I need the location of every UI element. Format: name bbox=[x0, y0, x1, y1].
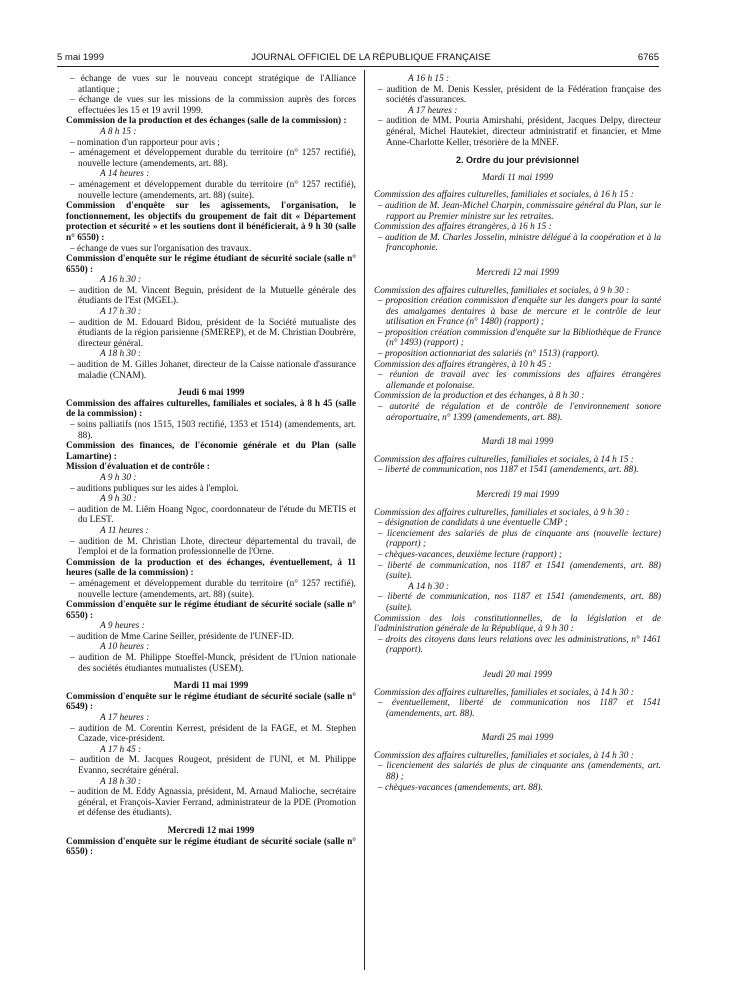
agenda-item: – audition de M. Jean-Michel Charpin, commissaire général du Plan, sur le rapport au Premier ministre sur les retraites. bbox=[378, 200, 661, 222]
agenda-item: – éventuellement, liberté de communication nos 1187 et 1541 (amendements, art. 88). bbox=[378, 698, 661, 719]
commission-heading: Commission des affaires étrangères, à 10 h 45 : bbox=[374, 359, 552, 370]
day-heading: Mardi 11 mai 1999 bbox=[481, 172, 553, 183]
commission-heading: Commission des affaires culturelles, familiales et sociales, à 14 h 15 : bbox=[374, 454, 634, 465]
commission-heading: Commission des affaires culturelles, familiales et sociales, à 14 h 30 : bbox=[374, 750, 634, 761]
commission-heading: Commission des affaires culturelles, familiales et sociales, à 8 h 45 (salle de la commission) : bbox=[66, 398, 356, 420]
commission-heading: Commission des affaires étrangères, à 16 h 15 : bbox=[374, 222, 552, 233]
commission-heading: Commission de la production et des échanges (salle de la commission) : bbox=[66, 116, 347, 127]
agenda-item: – nomination d'un rapporteur pour avis ; bbox=[70, 137, 220, 148]
commission-heading: Commission des lois constitutionnelles, de la législation et de l'administration générale de la République, à 9 h 30 : bbox=[374, 613, 661, 635]
agenda-item: – audition de MM. Pouria Amirshahi, président, Jacques Delpy, directeur général, Michel Hautekiet, directeur administratif et financier, et Mme Anne-Charlotte Keller, trésorière de la MNEF. bbox=[378, 116, 661, 148]
agenda-item: – audition de M. Jacques Rougeot, président de l'UNI, et M. Philippe Evanno, secrétaire général. bbox=[70, 755, 356, 776]
spacer bbox=[374, 166, 661, 173]
spacer bbox=[374, 656, 661, 670]
agenda-item: – échange de vues sur l'organisation des travaux. bbox=[70, 243, 252, 254]
agenda-item: – proposition création commission d'enquête sur les dangers pour la santé des amalgames dentaires à base de mercure et le contrôle de leur utilisation en France (n° 1480) (rapport) ; bbox=[378, 296, 661, 328]
agenda-item: – proposition création commission d'enquête sur la Bibliothèque de France (n° 1493) (rapport) ; bbox=[378, 327, 661, 349]
time-slot: A 11 heures : bbox=[100, 525, 149, 536]
spacer bbox=[374, 476, 661, 490]
agenda-item: – autorité de régulation et de contrôle de l'environnement sonore aéroportuaire, n° 1399 (amendements, art. 88). bbox=[378, 402, 661, 423]
time-slot: A 14 h 30 : bbox=[408, 581, 450, 592]
time-slot: A 17 heures : bbox=[408, 105, 458, 116]
header-rule bbox=[57, 66, 659, 67]
agenda-item: – proposition actionnariat des salariés (n° 1513) (rapport). bbox=[378, 349, 600, 360]
page-header bbox=[57, 52, 659, 63]
time-slot: A 9 heures : bbox=[100, 621, 145, 632]
agenda-item: – liberté de communication, nos 1187 et 1541 (amendements, art. 88) (suite). bbox=[378, 592, 661, 613]
spacer bbox=[66, 674, 356, 681]
spacer bbox=[374, 501, 661, 508]
day-heading: Mercredi 12 mai 1999 bbox=[167, 825, 255, 836]
spacer bbox=[374, 681, 661, 688]
agenda-item: – audition de M. Corentin Kerrest, président de la FAGE, et M. Stephen Cazade, vice-président. bbox=[70, 723, 356, 745]
time-slot: A 9 h 30 : bbox=[100, 472, 137, 483]
agenda-item: – réunion de travail avec les commissions des affaires étrangères allemande et polonaise. bbox=[378, 370, 661, 391]
commission-heading: Commission d'enquête sur le régime étudiant de sécurité sociale (salle n° 6550) : bbox=[66, 600, 356, 621]
commission-heading: Commission d'enquête sur les agissements, l'organisation, le fonctionnement, les objectifs du groupement de fait dit « Département protection et sécurité » et les soutiens dont il bénéficierait, à 9 h 30 (salle n° 6550) : bbox=[66, 201, 356, 243]
agenda-item: – licenciement des salariés de plus de cinquante ans (nouvelle lecture) (rapport) ; bbox=[378, 528, 661, 550]
agenda-item: – liberté de communication, nos 1187 et 1541 (amendements, art. 88) (suite). bbox=[378, 560, 661, 582]
time-slot: A 16 h 15 : bbox=[408, 74, 450, 84]
agenda-item: – audition de M. Edouard Bidou, président de la Société mutualiste des étudiants de la région parisienne (SMEREP), et de M. Christian Doubrère, directeur général. bbox=[70, 317, 356, 349]
day-heading: Mardi 18 mai 1999 bbox=[481, 437, 554, 448]
agenda-item: – audition de M. Gilles Johanet, directeur de la Caisse nationale d'assurance maladie (CNAM). bbox=[70, 360, 356, 381]
spacer bbox=[66, 819, 356, 826]
agenda-item: – audition de M. Liêm Hoang Ngoc, coordonnateur de l'étude du METIS et du LEST. bbox=[70, 504, 356, 526]
commission-heading: Commission des finances, de l'économie générale et du Plan (salle Lamartine) : bbox=[66, 441, 356, 462]
agenda-item: – liberté de communication, nos 1187 et 1541 (amendements, art. 88). bbox=[378, 465, 639, 476]
commission-heading: Commission des affaires culturelles, familiales et sociales, à 16 h 15 : bbox=[374, 190, 634, 201]
section-title: 2. Ordre du jour prévisionnel bbox=[455, 155, 580, 166]
day-heading: Mardi 11 mai 1999 bbox=[173, 681, 249, 692]
agenda-item: – aménagement et développement durable du territoire (n° 1257 rectifié), nouvelle lecture (amendements, art. 88) (suite). bbox=[70, 179, 356, 201]
time-slot: A 14 heures : bbox=[100, 169, 150, 180]
spacer bbox=[374, 423, 661, 437]
left-column bbox=[66, 74, 356, 858]
day-heading: Jeudi 6 mai 1999 bbox=[177, 388, 245, 399]
agenda-item: – droits des citoyens dans leurs relations avec les administrations, n° 1461 (rapport). bbox=[378, 634, 661, 656]
agenda-item: – audition de Mme Carine Seiller, présidente de l'UNEF-ID. bbox=[70, 631, 294, 642]
agenda-item: – aménagement et développement durable du territoire (n° 1257 rectifié), nouvelle lecture (amendements, art. 88). bbox=[70, 148, 356, 169]
time-slot: A 9 h 30 : bbox=[100, 494, 137, 505]
spacer bbox=[374, 148, 661, 155]
header-date: 5 mai 1999 bbox=[57, 52, 105, 63]
time-slot: A 17 h 45 : bbox=[100, 744, 142, 755]
spacer bbox=[374, 448, 661, 455]
agenda-item: – audition de M. Charles Josselin, ministre délégué à la coopération et à la francophonie. bbox=[378, 232, 661, 254]
commission-heading: Commission d'enquête sur le régime étudiant de sécurité sociale (salle n° 6550) : bbox=[66, 254, 356, 275]
spacer bbox=[374, 719, 661, 733]
day-heading: Mercredi 19 mai 1999 bbox=[476, 490, 559, 500]
agenda-item: – audition de M. Christian Lhote, directeur départemental du travail, de l'emploi et de la formation professionnelle de l'Orne. bbox=[70, 536, 356, 558]
spacer bbox=[374, 254, 661, 268]
agenda-item: – audition de M. Philippe Stoeffel-Munck, président de l'Union nationale des sociétés étudiantes mutualistes (USEM). bbox=[70, 653, 356, 674]
commission-heading: Commission de la production et des échanges, à 8 h 30 : bbox=[374, 391, 585, 402]
right-column bbox=[374, 74, 661, 793]
agenda-item: – chèques-vacances, deuxième lecture (rapport) ; bbox=[378, 549, 562, 560]
commission-heading: Commission d'enquête sur le régime étudiant de sécurité sociale (salle n° 6549) : bbox=[66, 691, 356, 713]
agenda-item: – échange de vues sur les missions de la commission auprès des forces effectuées les 15 et 19 avril 1999. bbox=[70, 95, 356, 116]
commission-heading: Commission des affaires culturelles, familiales et sociales, à 9 h 30 : bbox=[374, 285, 630, 296]
agenda-item: – audition de M. Vincent Beguin, président de la Mutuelle générale des étudiants de l'Est (MGEL). bbox=[70, 285, 356, 307]
time-slot: A 18 h 30 : bbox=[100, 776, 142, 787]
agenda-item: – soins palliatifs (nos 1515, 1503 rectifié, 1353 et 1514) (amendements, art. 88). bbox=[70, 420, 356, 441]
day-heading: Jeudi 20 mai 1999 bbox=[483, 669, 552, 680]
commission-heading: Commission d'enquête sur le régime étudiant de sécurité sociale (salle n° 6550) : bbox=[66, 836, 356, 858]
agenda-item: – désignation de candidats à une éventuelle CMP ; bbox=[378, 518, 568, 529]
time-slot: A 8 h 15 : bbox=[100, 126, 137, 137]
mission-heading: Mission d'évaluation et de contrôle : bbox=[66, 462, 210, 473]
agenda-item: – aménagement et développement durable du territoire (n° 1257 rectifié), nouvelle lecture (amendements, art. 88) (suite). bbox=[70, 578, 356, 600]
column-divider bbox=[364, 70, 365, 970]
spacer bbox=[66, 381, 356, 388]
agenda-item: – échange de vues sur le nouveau concept stratégique de l'Alliance atlantique ; bbox=[70, 74, 356, 95]
day-heading: Mercredi 12 mai 1999 bbox=[476, 267, 559, 278]
spacer bbox=[374, 744, 661, 751]
agenda-item: – audition de M. Eddy Agnassia, président, M. Arnaud Malioche, secrétaire général, et François-Xavier Ferrand, administrateur de la PDE (Promotion et défense des étudiants). bbox=[70, 787, 356, 819]
time-slot: A 17 heures : bbox=[100, 713, 150, 724]
commission-heading: Commission des affaires culturelles, familiales et sociales, à 14 h 30 : bbox=[374, 687, 634, 698]
commission-heading: Commission de la production et des échanges, éventuellement, à 11 heures (salle de la commission) : bbox=[66, 557, 356, 579]
agenda-item: – auditions publiques sur les aides à l'emploi. bbox=[70, 483, 239, 494]
time-slot: A 16 h 30 : bbox=[100, 275, 142, 286]
agenda-item: – licenciement des salariés de plus de cinquante ans (amendements, art. 88) ; bbox=[378, 761, 661, 783]
commission-heading: Commission des affaires culturelles, familiales et sociales, à 9 h 30 : bbox=[374, 507, 630, 518]
spacer bbox=[374, 279, 661, 286]
day-heading: Mardi 25 mai 1999 bbox=[481, 733, 554, 744]
agenda-item: – audition de M. Denis Kessler, président de la Fédération française des sociétés d'assurances. bbox=[378, 84, 661, 106]
time-slot: A 17 h 30 : bbox=[100, 307, 142, 318]
time-slot: A 18 h 30 : bbox=[100, 349, 142, 360]
header-title: JOURNAL OFFICIEL DE LA RÉPUBLIQUE FRANÇAISE bbox=[251, 52, 491, 63]
header-page-number: 6765 bbox=[637, 52, 659, 63]
time-slot: A 10 heures : bbox=[100, 642, 150, 653]
agenda-item: – chèques-vacances (amendements, art. 88). bbox=[378, 782, 543, 793]
